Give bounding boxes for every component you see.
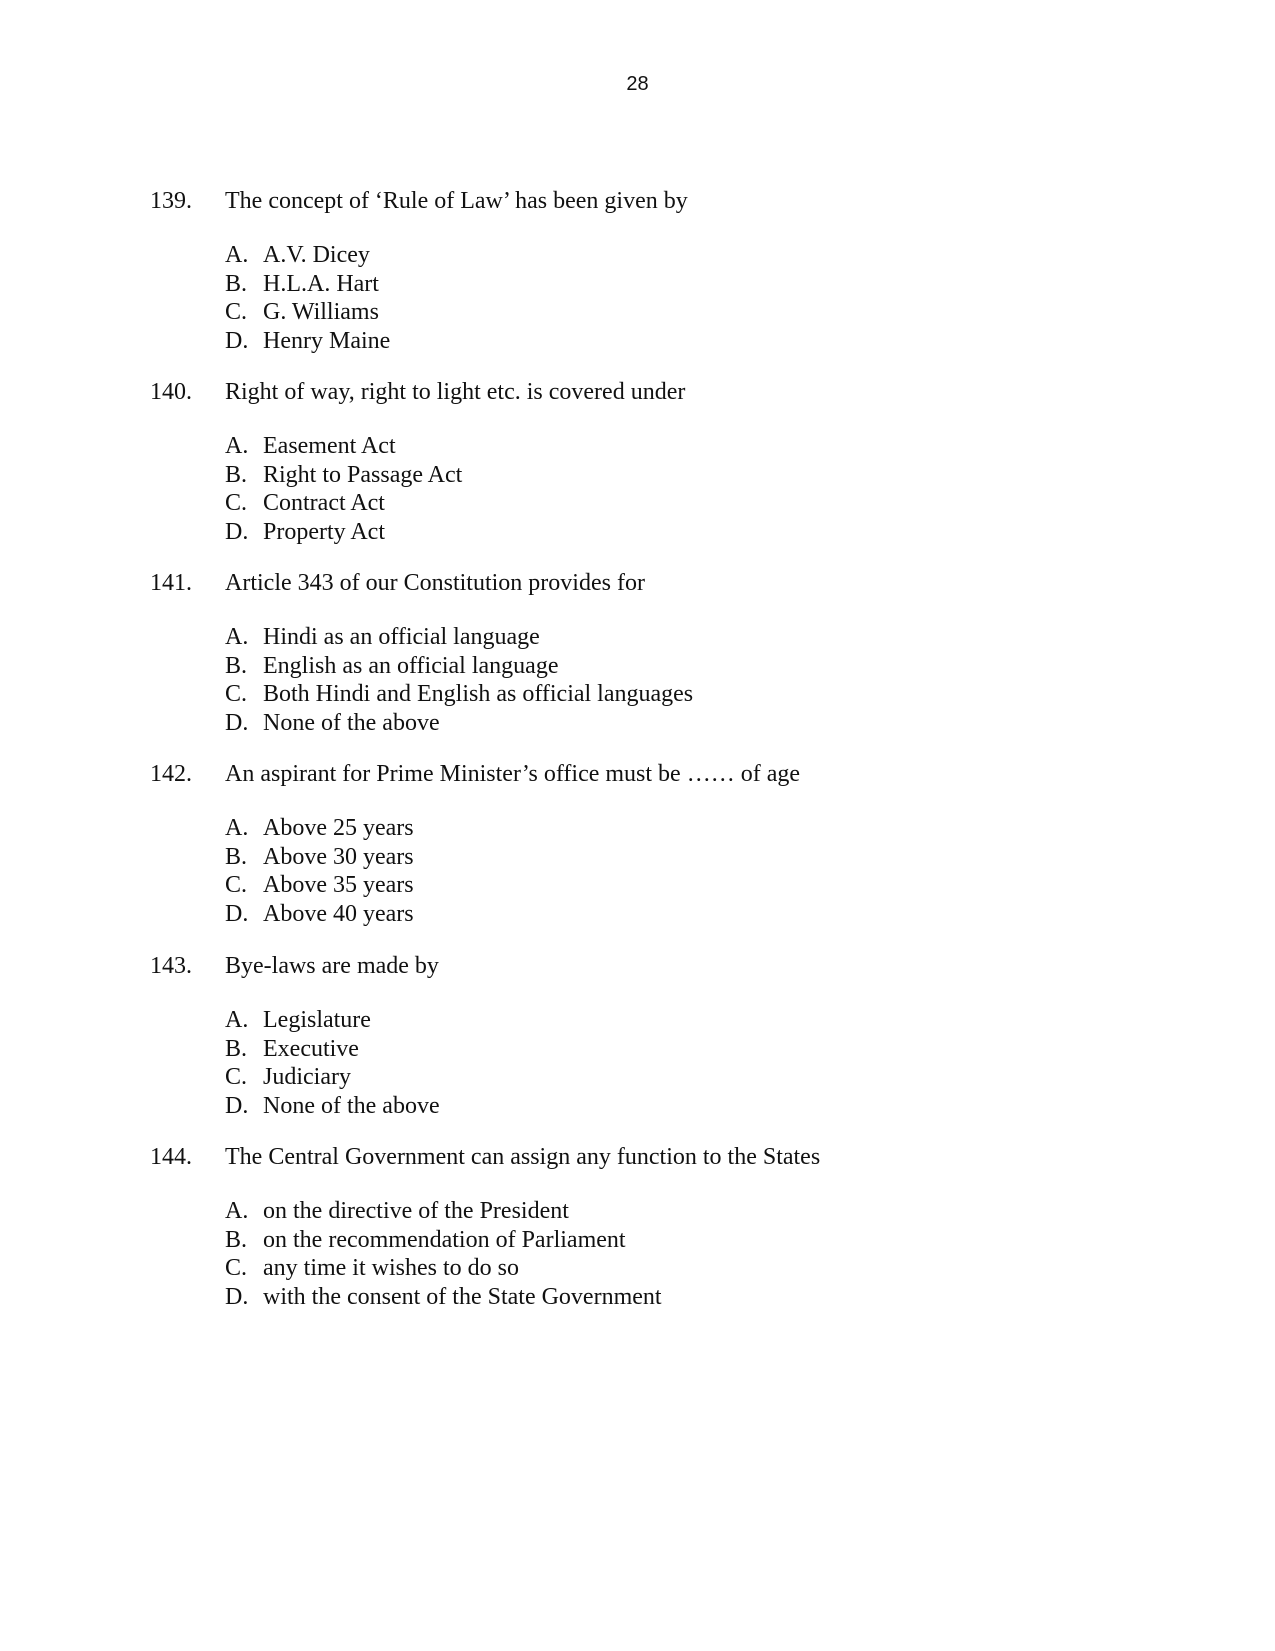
option-text: Executive — [263, 1035, 359, 1062]
option-d — [0, 900, 1275, 929]
option-a — [0, 814, 1275, 843]
question-text: The concept of ‘Rule of Law’ has been given by — [225, 188, 688, 214]
question-stem — [0, 186, 1275, 216]
option-list — [0, 814, 1275, 929]
question-text: An aspirant for Prime Minister’s office must be …… of age — [225, 761, 800, 787]
option-text: Henry Maine — [263, 328, 391, 355]
option-list — [0, 1006, 1275, 1121]
option-letter: A. — [225, 1198, 249, 1224]
option-text: Easement Act — [263, 433, 396, 459]
option-letter: B. — [225, 1035, 248, 1062]
option-list — [0, 1197, 1275, 1312]
option-text: Above 25 years — [263, 815, 414, 841]
option-b — [0, 843, 1275, 872]
option-letter: A. — [225, 433, 249, 459]
option-letter: D. — [225, 1093, 249, 1120]
page-number: 28 — [626, 73, 649, 95]
option-text: None of the above — [263, 710, 440, 737]
option-letter: C. — [225, 490, 248, 517]
option-letter: B. — [225, 1226, 248, 1253]
option-a — [0, 1006, 1275, 1035]
option-text: English as an official language — [263, 652, 559, 679]
option-c — [0, 1254, 1275, 1283]
question-140 — [0, 377, 1275, 547]
option-a — [0, 432, 1275, 461]
question-139 — [0, 186, 1275, 356]
question-stem — [0, 759, 1275, 789]
option-letter: C. — [225, 1255, 248, 1282]
option-c — [0, 1063, 1275, 1092]
option-letter: A. — [225, 815, 249, 841]
question-142 — [0, 759, 1275, 929]
option-list — [0, 432, 1275, 547]
option-d — [0, 518, 1275, 547]
option-text: Both Hindi and English as official languages — [263, 681, 694, 708]
question-text: The Central Government can assign any function to the States — [225, 1144, 821, 1170]
option-b — [0, 1226, 1275, 1255]
option-letter: C. — [225, 1064, 248, 1091]
option-a — [0, 241, 1275, 270]
question-text: Right of way, right to light etc. is covered under — [225, 379, 686, 405]
question-stem — [0, 568, 1275, 598]
question-text: Article 343 of our Constitution provides for — [225, 570, 645, 596]
option-letter: C. — [225, 872, 248, 899]
question-number: 140. — [150, 379, 192, 405]
option-text: A.V. Dicey — [263, 242, 370, 268]
option-letter: D. — [225, 901, 249, 928]
question-stem — [0, 377, 1275, 407]
option-d — [0, 709, 1275, 738]
option-b — [0, 652, 1275, 681]
option-letter: B. — [225, 461, 248, 488]
option-letter: C. — [225, 681, 248, 708]
question-number: 142. — [150, 761, 192, 787]
question-143 — [0, 951, 1275, 1121]
option-text: Right to Passage Act — [263, 461, 463, 488]
option-text: Judiciary — [263, 1064, 351, 1091]
option-letter: B. — [225, 652, 248, 679]
option-text: Legislature — [263, 1007, 371, 1033]
option-c — [0, 489, 1275, 518]
option-a — [0, 1197, 1275, 1226]
option-letter: C. — [225, 299, 248, 326]
option-c — [0, 871, 1275, 900]
question-text: Bye-laws are made by — [225, 953, 439, 979]
option-list — [0, 241, 1275, 356]
option-d — [0, 1283, 1275, 1312]
option-b — [0, 1035, 1275, 1064]
option-text: on the directive of the President — [263, 1198, 569, 1224]
option-letter: B. — [225, 843, 248, 870]
option-text: Above 40 years — [263, 901, 414, 928]
question-stem — [0, 1142, 1275, 1172]
option-text: Above 35 years — [263, 872, 414, 899]
option-text: Property Act — [263, 519, 385, 546]
option-letter: A. — [225, 1007, 249, 1033]
option-letter: D. — [225, 1284, 249, 1311]
question-stem — [0, 951, 1275, 981]
option-text: with the consent of the State Government — [263, 1284, 662, 1311]
option-letter: A. — [225, 242, 249, 268]
option-b — [0, 461, 1275, 490]
option-text: None of the above — [263, 1093, 440, 1120]
option-text: Hindi as an official language — [263, 624, 540, 650]
question-144 — [0, 1142, 1275, 1312]
option-text: G. Williams — [263, 299, 379, 326]
option-text: on the recommendation of Parliament — [263, 1226, 626, 1253]
option-list — [0, 623, 1275, 738]
option-d — [0, 327, 1275, 356]
question-number: 141. — [150, 570, 192, 596]
option-letter: D. — [225, 519, 249, 546]
option-letter: D. — [225, 328, 249, 355]
option-b — [0, 270, 1275, 299]
option-letter: A. — [225, 624, 249, 650]
option-text: any time it wishes to do so — [263, 1255, 519, 1282]
option-text: Above 30 years — [263, 843, 414, 870]
option-d — [0, 1092, 1275, 1121]
question-number: 143. — [150, 953, 192, 979]
question-number: 139. — [150, 188, 192, 214]
option-c — [0, 680, 1275, 709]
option-letter: D. — [225, 710, 249, 737]
option-text: Contract Act — [263, 490, 385, 517]
question-number: 144. — [150, 1144, 192, 1170]
question-141 — [0, 568, 1275, 738]
option-a — [0, 623, 1275, 652]
option-c — [0, 298, 1275, 327]
option-letter: B. — [225, 270, 248, 297]
option-text: H.L.A. Hart — [263, 270, 379, 297]
